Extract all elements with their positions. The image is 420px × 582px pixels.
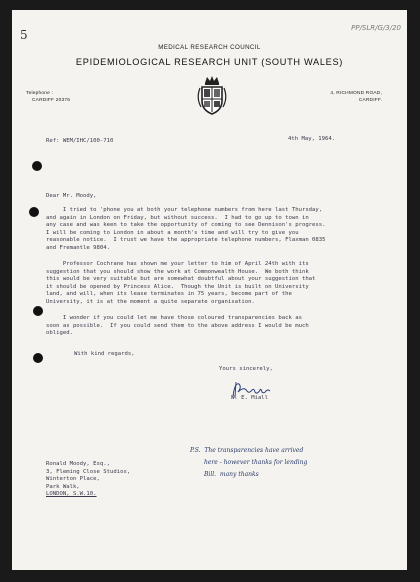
paragraph-line: obliged. (46, 330, 73, 337)
paragraph-line: Professor Cochrane has shown me your letter to him of April 24th with its (46, 261, 309, 267)
telephone-label: Telephone : (26, 91, 54, 96)
closing: Yours sincerely, (219, 366, 273, 372)
postscript-line: Bill. many thanks (204, 471, 259, 478)
folio-number: 5 (20, 28, 28, 42)
paragraph-line: any case and was keen to take the opportunity of coming to see Dennison's progress. (46, 222, 326, 229)
salutation: Dear Mr. Moody, (46, 193, 97, 199)
royal-crest-icon (195, 74, 229, 116)
paragraph-2 (46, 261, 315, 307)
recipient-line: LONDON, S.W.10. (46, 491, 97, 498)
punch-hole (32, 161, 42, 171)
recipient-address (46, 461, 130, 499)
postscript-line: here - however thanks for lending (204, 459, 308, 466)
punch-hole (33, 306, 43, 316)
recipient-line: Park Walk, (46, 483, 80, 490)
paragraph-line: and again in London on Friday, but without success. I had to go up to town in (46, 214, 309, 221)
recipient-line: 3, Fleming Close Studios, (46, 468, 131, 475)
paragraph-line: land, and will, when its lease terminates in 75 years, become part of the (46, 291, 292, 298)
recipient-line: Ronald Moody, Esq., (46, 461, 110, 467)
paragraph-line: it should be opened by Princess Alice. Though the Unit is built on University (46, 283, 309, 290)
punch-hole (29, 207, 39, 217)
letter-date: 4th May, 1964. (288, 136, 336, 142)
telephone-block (26, 90, 70, 104)
closing-regards: With kind regards, (74, 351, 135, 357)
recipient-line: Winterton Place, (46, 476, 100, 483)
telephone-number: CARDIFF 20376 (32, 98, 71, 103)
letter-page (12, 10, 407, 570)
address-line-2: CARDIFF. (358, 98, 382, 103)
address-block (330, 90, 382, 104)
address-line-1: 4, RICHMOND ROAD, (330, 91, 382, 96)
paragraph-1 (46, 207, 326, 253)
archive-reference: PP/SLR/G/3/20 (351, 24, 401, 32)
paragraph-line: University, it is at the moment a quite separate organisation. (46, 298, 255, 305)
paragraph-line: reasonable notice. I trust we have the appropriate telephone numbers, Flaxman 0835 (46, 237, 326, 244)
punch-hole (33, 353, 43, 363)
paragraph-line: and Fremantle 9804. (46, 244, 110, 251)
paragraph-line: this would be very suitable but are somewhat doubtful about your suggestion that (46, 276, 316, 283)
signer-name: W. E. Miall (231, 395, 269, 401)
unit-name: EPIDEMIOLOGICAL RESEARCH UNIT (SOUTH WALES) (75, 57, 344, 67)
letter-reference: Ref: WEM/IHC/100-710 (46, 138, 114, 144)
council-name: MEDICAL RESEARCH COUNCIL (158, 44, 261, 51)
paragraph-line: suggestion that you should show the work at Commonwealth House. We both think (46, 268, 309, 275)
paragraph-line: I wonder if you could let me have those coloured transparencies back as (46, 315, 302, 321)
paragraph-line: soon as possible. If you could send them to the above address I would be much (46, 322, 309, 329)
paragraph-3 (46, 315, 309, 338)
paragraph-line: I tried to 'phone you at both your telephone numbers from here last Thursday, (46, 207, 323, 213)
handwritten-postscript (190, 445, 307, 481)
paragraph-line: I will be coming to London in about a month's time and will try to give you (46, 229, 299, 236)
postscript-line: P.S. The transparencies have arrived (190, 447, 304, 454)
